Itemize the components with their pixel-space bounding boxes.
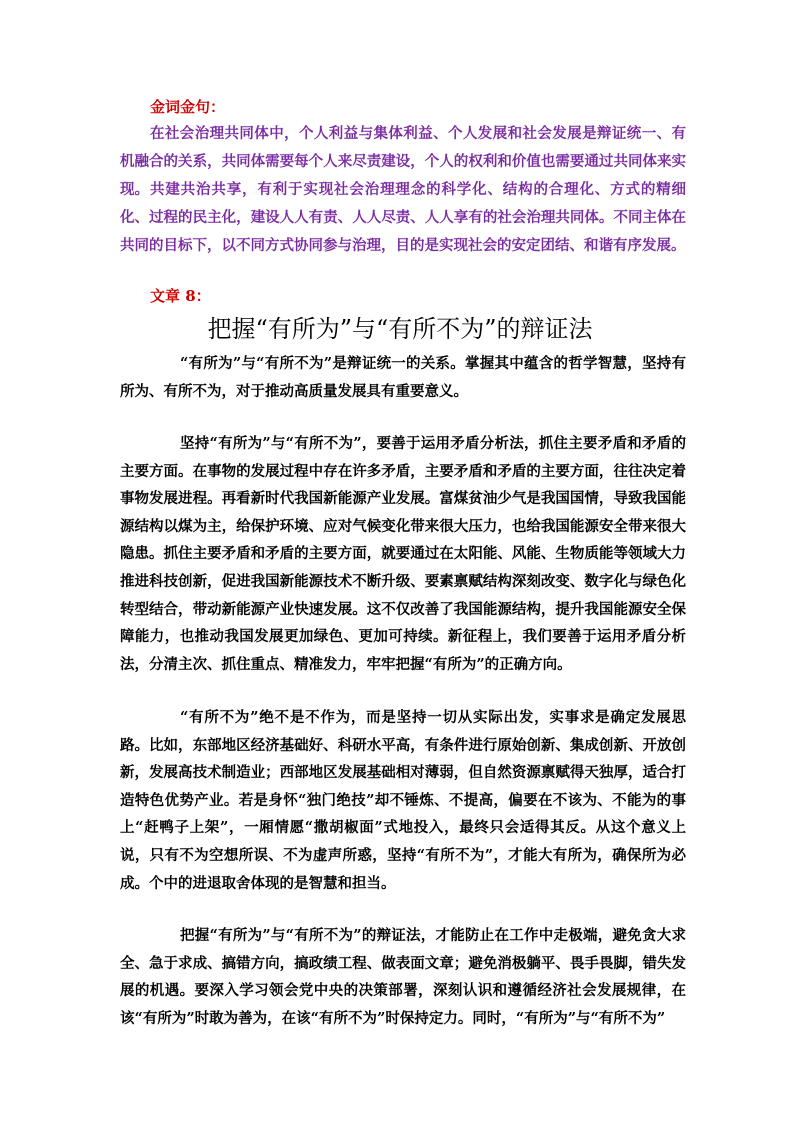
golden-quote-paragraph-2: 共建共治共享，有利于实现社会治理理念的科学化、结构的合理化、方式的精细化、过程的民主化，建设人人有责、人人尽责、人人享有的社会治理共同体。不同主体在共同的目标下，以不同方式协同参与治理，目的是实现社会的安定团结、和谐有序发展。 — [120, 181, 686, 254]
article-title: 把握“有所为”与“有所不为”的辩证法 — [207, 315, 593, 343]
article-paragraph-2: 坚持“有所为”与“有所不为”，要善于运用矛盾分析法，抓住主要矛盾和矛盾的主要方面。在事物的发展过程中存在许多矛盾，主要矛盾和矛盾的主要方面，往往决定着事物发展进程。再看新时代我国新能源产业发展。富煤贫油少气是我国国情，导致我国能源结构以煤为主，给保护环境、应对气候变化带来很大压力，也给我国能源安全带来很大隐患。抓住主要矛盾和矛盾的主要方面，就要通过在太阳能、风能、生物质能等领域大力推进科技创新，促进我国新能源技术不断升级、要素禀赋结构深刻改变、数字化与绿色化转型结合，带动新能源产业快速发展。这不仅改善了我国能源结构，提升我国能源安全保障能力，也推动我国发展更加绿色、更加可持续。新征程上，我们要善于运用矛盾分析法，分清主次、抓住重点、精准发力，牢牢把握“有所为”的正确方向。 — [120, 435, 686, 673]
article-label: 文章 8： — [150, 287, 211, 305]
article-paragraph-4: 把握“有所为”与“有所不为”的辩证法，才能防止在工作中走极端，避免贪大求全、急于求成、搞错方向，搞政绩工程、做表面文章；避免消极躺平、畏手畏脚，错失发展的机遇。要深入学习领会党中央的决策部署，深刻认识和遵循经济社会发展规律，在该“有所为”时敢为善为，在该“有所不为”时保持定力。同时，“有所为”与“有所不为” — [120, 927, 686, 1027]
article-paragraph-3: “有所不为”绝不是不作为，而是坚持一切从实际出发，实事求是确定发展思路。比如，东部地区经济基础好、科研水平高，有条件进行原始创新、集成创新、开放创新，发展高技术制造业；西部地区发展基础相对薄弱，但自然资源禀赋得天独厚，适合打造特色优势产业。若是身怀“独门绝技”却不锤炼、不提高，偏要在不该为、不能为的事上“赶鸭子上架”，一厢情愿“撒胡椒面”式地投入，最终只会适得其反。从这个意义上说，只有不为空想所误、不为虚声所惑，坚持“有所不为”，才能大有所为，确保所为必成。个中的进退取舍体现的是智慧和担当。 — [120, 709, 686, 892]
golden-quote-paragraph-1: 在社会治理共同体中，个人利益与集体利益、个人发展和社会发展是辩证统一、有机融合的关系，共同体需要每个人来尽责建设，个人的权利和价值也需要通过共同体来实现。 — [120, 125, 686, 198]
article-paragraph-1: “有所为”与“有所不为”是辩证统一的关系。掌握其中蕴含的哲学智慧，坚持有所为、有所不为，对于推动高质量发展具有重要意义。 — [120, 355, 686, 400]
golden-quotes-label: 金词金句： — [150, 98, 226, 116]
